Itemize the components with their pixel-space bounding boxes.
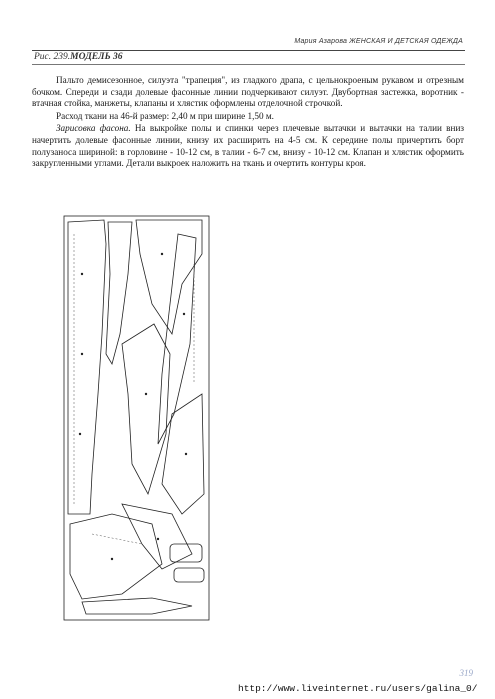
instructions-text: На выкройке полы и спинки через плечевые вытачки и вытачки на талии вниз начертить долевые фасонные линии, книзу их расширить на 4-5 см. К середине полы причертить борт полузаноса шириной: в горловине - 10-12 см, в талии - 6-7 см, внизу - 10-12 см. Клапан и хлястик оформить закругленными углами. Детали выкроек наложить на ткань и очертить контуры кроя. xyxy=(32,123,464,169)
source-url[interactable]: http://www.liveinternet.ru/users/galina_0/ xyxy=(238,683,478,694)
header-divider xyxy=(32,50,465,51)
header-author-book: Мария Азарова ЖЕНСКАЯ И ДЕТСКАЯ ОДЕЖДА xyxy=(294,38,463,45)
paragraph-description: Пальто демисезонное, силуэта "трапеция", из гладкого драпа, с цельнокроеным рукавом и отрезным бочком. Спереди и сзади долевые фасонные линии подчеркивают силуэт. Двубортная застежка, воротник - втачная стойка, манжеты, клапаны и хлястик оформлены отделочной строчкой. xyxy=(32,75,464,109)
pattern-piece-side xyxy=(122,324,170,494)
pattern-piece-front xyxy=(68,220,106,514)
pattern-piece-cuff xyxy=(82,598,192,614)
page-number: 319 xyxy=(459,668,473,678)
pattern-piece-back-panel xyxy=(162,394,204,514)
instructions-lead: Зарисовка фасона. xyxy=(56,123,131,134)
figure-prefix: Рис. 239. xyxy=(34,52,71,62)
pattern-piece-belt xyxy=(174,568,204,582)
body-text xyxy=(32,75,464,171)
figure-caption xyxy=(34,52,122,62)
caption-divider xyxy=(32,64,465,65)
paragraph-instructions xyxy=(32,123,464,169)
pattern-piece-sleeve xyxy=(158,234,196,444)
pattern-piece-front-panel xyxy=(106,222,132,364)
pattern-piece-flap xyxy=(170,544,202,562)
figure-title: МОДЕЛЬ 36 xyxy=(70,52,123,62)
paragraph-fabric: Расход ткани на 46-й размер: 2,40 м при ширине 1,50 м. xyxy=(56,110,274,121)
sewing-pattern-layout-icon xyxy=(62,214,212,624)
pattern-piece-hem xyxy=(70,514,162,599)
pattern-drawing xyxy=(62,214,212,624)
